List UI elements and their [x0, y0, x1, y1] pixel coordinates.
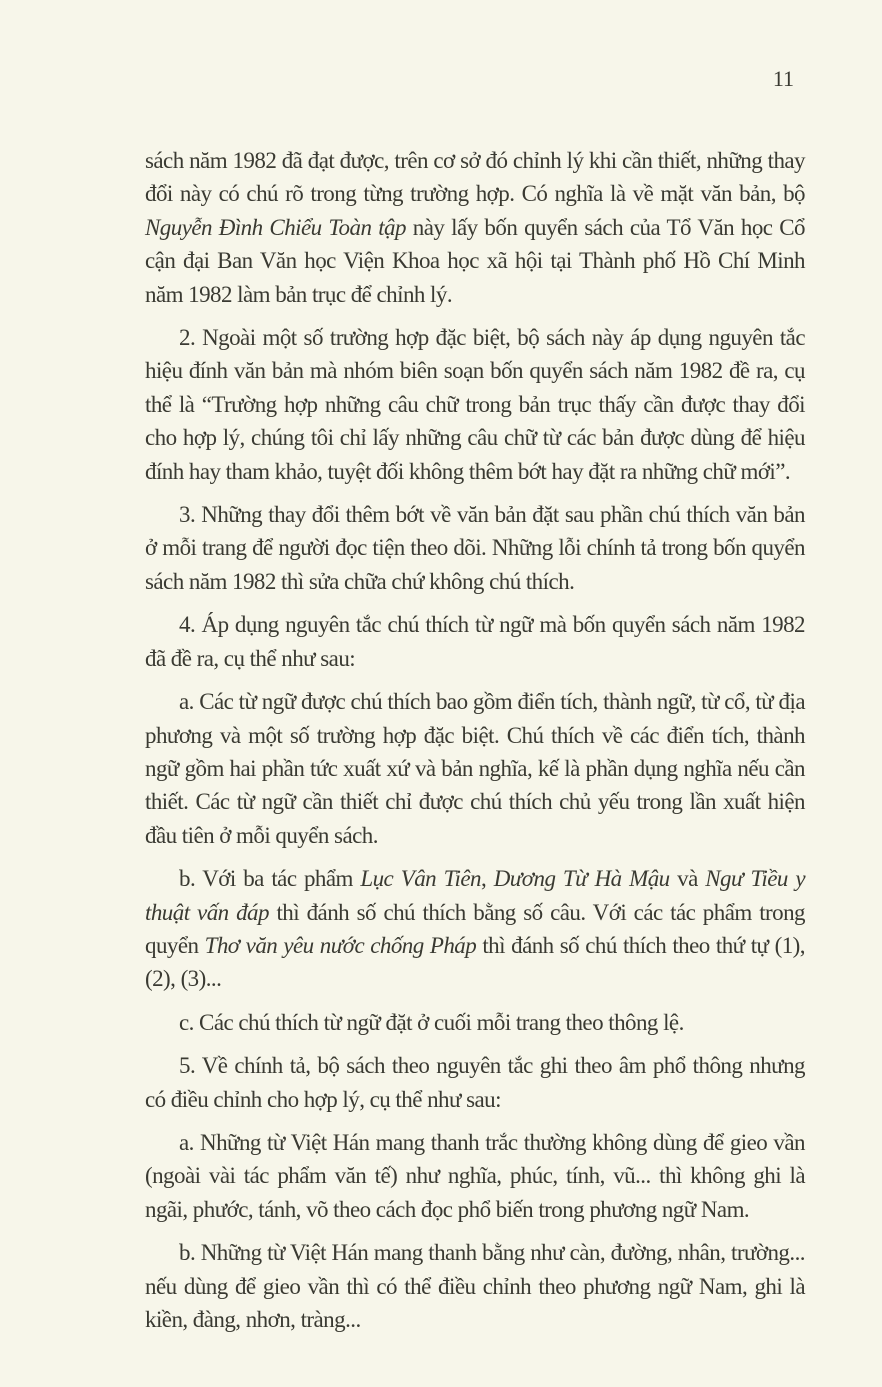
work-title-italic: Ngư Tiều y thuật vấn đáp [145, 866, 806, 925]
text-segment: thì đánh số chú thích theo thứ tự (1), (2), (3)... [145, 932, 805, 992]
text-segment: b. Những từ Việt Hán mang thanh bằng như càn, đường, nhân, trường... nếu dùng để gieo vần thì có thể điều chỉnh theo phương ngữ Nam, ghi là kiền, đàng, nhơn, tràng... [145, 1240, 805, 1332]
text-segment: a. Những từ Việt Hán mang thanh trắc thường không dùng để gieo vần (ngoài vài tác phẩm văn tế) như nghĩa, phúc, tính, vũ... thì không ghi là ngãi, phước, tánh, võ theo cách đọc phổ biến trong phương ngữ Nam. [145, 1129, 805, 1222]
paragraph-item-3 [145, 498, 805, 598]
paragraph-continuation [145, 144, 805, 311]
text-segment: và [669, 866, 706, 892]
paragraph-item-5a [145, 1126, 805, 1226]
text-segment: này lấy bốn quyển sách của Tổ Văn học Cổ cận đại Ban Văn học Viện Khoa học xã hội tại Thành phố Hồ Chí Minh năm 1982 làm bản trục để chỉnh lý. [145, 214, 805, 307]
text-segment: b. Với ba tác phẩm [179, 866, 361, 892]
paragraph-item-4a [145, 685, 805, 852]
text-segment: 2. Ngoài một số trường hợp đặc biệt, bộ sách này áp dụng nguyên tắc hiệu đính văn bản mà nhóm biên soạn bốn quyển sách năm 1982 đề ra, cụ thể là “Trường hợp những câu chữ trong bản trục thấy cần được thay đổi cho hợp lý, chúng tôi chỉ lấy những câu chữ từ các bản được dùng để hiệu đính hay tham khảo, tuyệt đối không thêm bớt hay đặt ra những chữ mới”. [145, 325, 805, 484]
work-title-italic: Thơ văn yêu nước chống Pháp [204, 932, 477, 958]
work-title-italic: Lục Vân Tiên [360, 866, 482, 892]
text-segment: 4. Áp dụng nguyên tắc chú thích từ ngữ mà bốn quyển sách năm 1982 đã đề ra, cụ thể như sau: [145, 612, 805, 671]
text-segment: 3. Những thay đổi thêm bớt về văn bản đặt sau phần chú thích văn bản ở mỗi trang để người đọc tiện theo dõi. Những lỗi chính tả trong bốn quyển sách năm 1982 thì sửa chữa chứ không chú thích. [145, 502, 805, 594]
text-segment: 5. Về chính tả, bộ sách theo nguyên tắc ghi theo âm phổ thông nhưng có điều chỉnh cho hợp lý, cụ thể như sau: [145, 1053, 805, 1112]
book-title-italic: Nguyễn Đình Chiểu Toàn tập [145, 214, 406, 240]
paragraph-item-5b [145, 1236, 805, 1336]
paragraph-item-2 [145, 321, 805, 488]
text-segment: c. Các chú thích từ ngữ đặt ở cuối mỗi trang theo thông lệ. [179, 1009, 684, 1035]
body-text [145, 144, 805, 1346]
paragraph-item-4b [145, 862, 805, 996]
text-segment: , [481, 866, 494, 892]
text-segment: thì đánh số chú thích bằng số câu. Với các tác phẩm trong quyển [145, 899, 805, 958]
page-number: 11 [772, 66, 794, 91]
work-title-italic: Dương Từ Hà Mậu [493, 866, 670, 892]
text-segment: sách năm 1982 đã đạt được, trên cơ sở đó chỉnh lý khi cần thiết, những thay đổi này có chú rõ trong từng trường hợp. Có nghĩa là về mặt văn bản, bộ [145, 148, 805, 207]
paragraph-item-4c [145, 1006, 805, 1039]
paragraph-item-5 [145, 1049, 805, 1116]
paragraph-item-4 [145, 608, 805, 675]
text-segment: a. Các từ ngữ được chú thích bao gồm điển tích, thành ngữ, từ cổ, từ địa phương và một số trường hợp đặc biệt. Chú thích về các điển tích, thành ngữ gồm hai phần tức xuất xứ và bản nghĩa, kế là phần dụng nghĩa nếu cần thiết. Các từ ngữ cần thiết chỉ được chú thích chủ yếu trong lần xuất hiện đầu tiên ở mỗi quyển sách. [145, 689, 805, 848]
